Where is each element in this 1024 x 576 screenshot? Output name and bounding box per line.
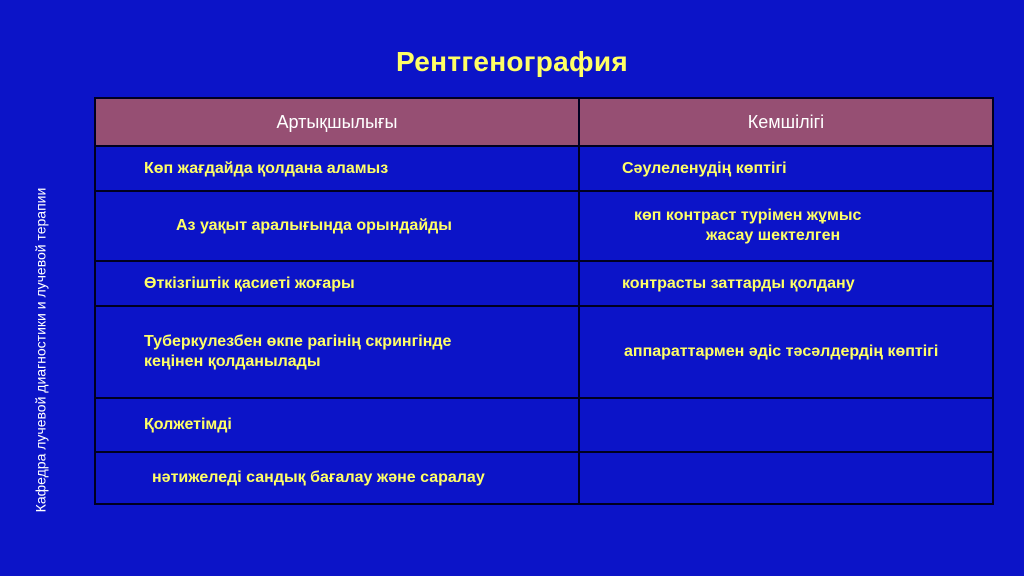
department-caption: Кафедра лучевой диагностики и лучевой терапии (32, 187, 49, 513)
table-cell-left (95, 306, 579, 398)
cell-text: Аз уақыт аралығында орындайды (176, 217, 452, 234)
cell-text-line2: жасау шектелген (706, 227, 841, 244)
table-row (95, 452, 993, 504)
page-title: Рентгенография (395, 46, 628, 77)
table-row (95, 146, 993, 191)
table-row (95, 261, 993, 306)
cell-text-line1: көп контраст турімен жұмыс (634, 207, 862, 224)
table-cell-right (579, 146, 993, 191)
header-advantages: Артықшылығы (95, 98, 579, 146)
table-cell-right (579, 261, 993, 306)
table-cell-left (95, 191, 579, 261)
table-cell-left (95, 146, 579, 191)
cell-text: нәтижеледі сандық бағалау және саралау (152, 469, 485, 486)
table-header-row (95, 98, 993, 146)
table-cell-left (95, 261, 579, 306)
table-cell-right (579, 191, 993, 261)
table-row (95, 398, 993, 452)
cell-text-line1: Туберкулезбен өкпе рагінің скрингінде (144, 333, 452, 350)
cell-text: аппараттармен әдіс тәсәлдердің көптігі (624, 343, 939, 360)
table-cell-right (579, 306, 993, 398)
table-row (95, 191, 993, 261)
table-cell-left (95, 452, 579, 504)
cell-text: контрасты заттарды қолдану (622, 274, 855, 292)
table-cell-right-empty (579, 452, 993, 504)
cell-text: Сәулеленудің көптігі (622, 159, 787, 177)
table-cell-right-empty (579, 398, 993, 452)
table-row (95, 306, 993, 398)
cell-text: Қолжетімді (144, 416, 232, 433)
header-disadvantages: Кемшілігі (579, 98, 993, 146)
cell-text: Өткізгіштік қасиеті жоғары (144, 274, 355, 292)
table-cell-left (95, 398, 579, 452)
comparison-table (94, 97, 994, 505)
cell-text: Көп жағдайда қолдана аламыз (144, 159, 389, 177)
cell-text-line2: кеңінен қолданылады (144, 353, 321, 370)
side-caption (26, 150, 54, 550)
